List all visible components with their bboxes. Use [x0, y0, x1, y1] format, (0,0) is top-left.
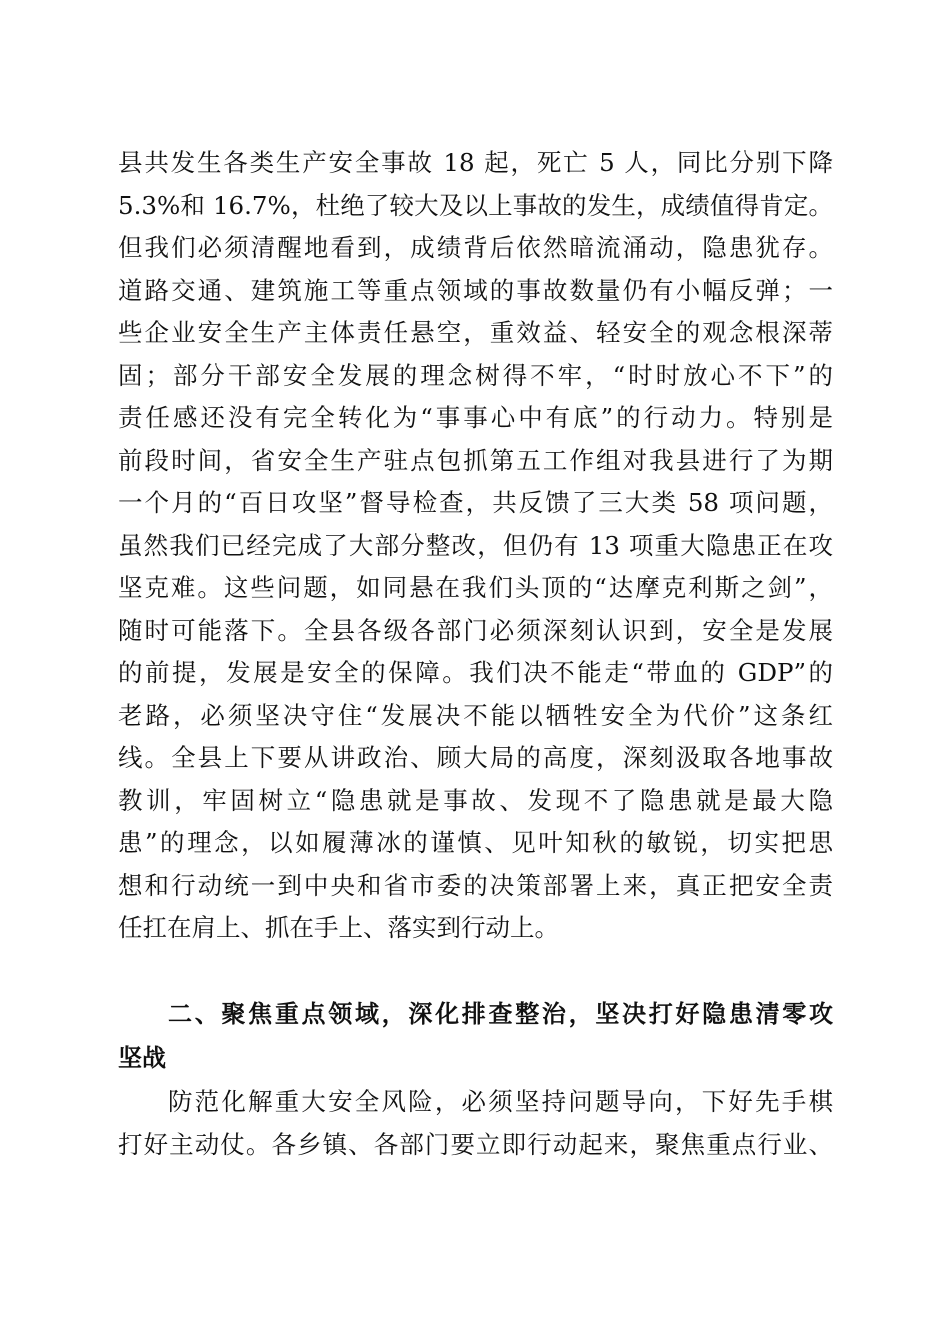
- paragraph-line: 老路，必须坚决守住“发展决不能以牺牲安全为代价”这条红: [118, 700, 833, 730]
- paragraph-line: 教训，牢固树立“隐患就是事故、发现不了隐患就是最大隐: [118, 785, 833, 815]
- paragraph-line: 线。全县上下要从讲政治、顾大局的高度，深刻汲取各地事故: [118, 743, 833, 772]
- heading-line: 坚战: [118, 1044, 166, 1072]
- paragraph-line: 些企业安全生产主体责任悬空，重效益、轻安全的观念根深蒂: [118, 318, 833, 347]
- paragraph-line: 打好主动仗。各乡镇、各部门要立即行动起来，聚焦重点行业、: [118, 1129, 833, 1159]
- heading-line: 二、聚焦重点领域，深化排查整治，坚决打好隐患清零攻: [168, 1000, 833, 1028]
- paragraph-line: 道路交通、建筑施工等重点领域的事故数量仍有小幅反弹；一: [118, 275, 833, 305]
- paragraph-line: 县共发生各类生产安全事故 18 起，死亡 5 人，同比分别下降: [118, 148, 833, 177]
- paragraph-line: 想和行动统一到中央和省市委的决策部署上来，真正把安全责: [118, 870, 833, 900]
- body-paragraph: [118, 1081, 833, 1166]
- paragraph-line: 虽然我们已经完成了大部分整改，但仍有 13 项重大隐患正在攻: [118, 530, 833, 560]
- paragraph-line: 但我们必须清醒地看到，成绩背后依然暗流涌动，隐患犹存。: [118, 233, 833, 262]
- paragraph-line: 固；部分干部安全发展的理念树得不牢，“时时放心不下”的: [118, 360, 833, 390]
- paragraph-line: 一个月的“百日攻坚”督导检查，共反馈了三大类 58 项问题，: [118, 488, 833, 517]
- paragraph-line: 责任感还没有完全转化为“事事心中有底”的行动力。特别是: [118, 403, 833, 432]
- paragraph-line: 任扛在肩上、抓在手上、落实到行动上。: [118, 913, 559, 942]
- paragraph-line: 的前提，发展是安全的保障。我们决不能走“带血的 GDP”的: [118, 658, 833, 687]
- paragraph-line: 防范化解重大安全风险，必须坚持问题导向，下好先手棋: [168, 1087, 833, 1116]
- paragraph-line: 5.3%和 16.7%，杜绝了较大及以上事故的发生，成绩值得肯定。: [118, 190, 833, 220]
- paragraph-line: 前段时间，省安全生产驻点包抓第五工作组对我县进行了为期: [118, 445, 833, 475]
- paragraph-line: 患”的理念，以如履薄冰的谨慎、见叶知秋的敏锐，切实把思: [118, 828, 833, 857]
- body-paragraph: [118, 142, 833, 950]
- paragraph-line: 坚克难。这些问题，如同悬在我们头顶的“达摩克利斯之剑”，: [118, 573, 833, 602]
- paragraph-line: 随时可能落下。全县各级各部门必须深刻认识到，安全是发展: [118, 615, 833, 645]
- section-heading: [118, 992, 833, 1080]
